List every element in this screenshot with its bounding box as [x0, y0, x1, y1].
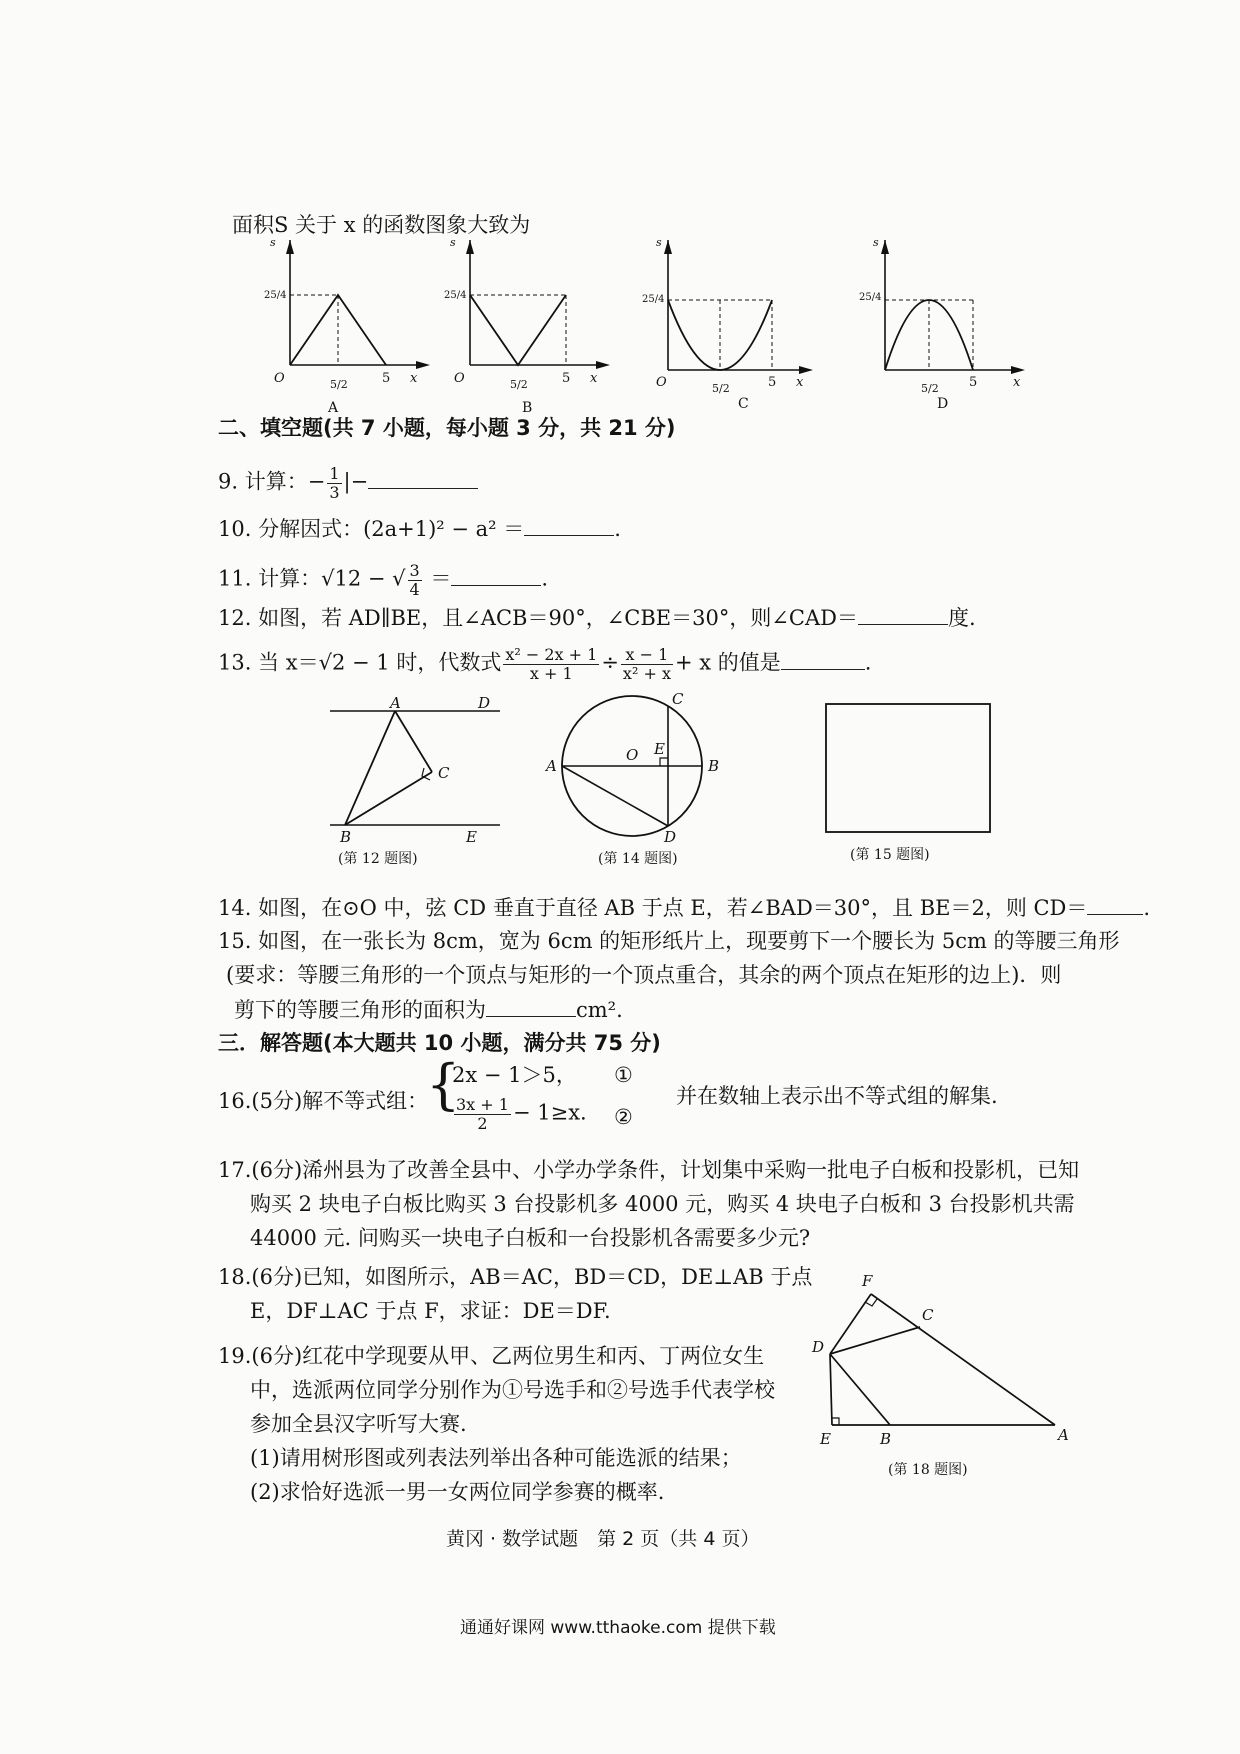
- q10-text: 10. 分解因式：(2a+1)² − a² ＝: [218, 517, 525, 541]
- q16-inequality-2: [452, 1096, 587, 1132]
- q16-inequality-1: 2x − 1＞5，: [452, 1063, 577, 1087]
- q11-fraction: $\frac{3}{4}$: [409, 561, 420, 599]
- q11-label: 11. 计算：: [218, 566, 322, 591]
- graph-c: [642, 236, 813, 412]
- q16-fraction: $\frac{3x + 1}{2}$: [456, 1095, 509, 1133]
- page-footer: 黄冈 · 数学试题 第 2 页（共 4 页）: [446, 1528, 760, 1550]
- graph-options: [0, 236, 1240, 440]
- fig18-point-f: F: [862, 1272, 873, 1290]
- q14-end: .: [1143, 896, 1151, 920]
- question-15-line-1: 15. 如图，在一张长为 8cm，宽为 6cm 的矩形纸片上，现要剪下一个腰长为 5cm 的等腰三角形: [218, 929, 1120, 953]
- question-13: [218, 646, 871, 682]
- q15-text: 剪下的等腰三角形的面积为: [234, 998, 486, 1022]
- q11-end: .: [541, 566, 549, 591]
- q12-text: 12. 如图，若 AD∥BE，且∠ACB＝90°，∠CBE＝30°，则∠CAD＝: [218, 606, 859, 630]
- graph-a-xlabel: x: [410, 371, 418, 386]
- fig14-point-a: A: [546, 757, 557, 775]
- fig14-caption: (第 14 题图): [598, 851, 678, 867]
- q16-ineq2-post: − 1≥x.: [512, 1100, 587, 1125]
- q9-expr: |−: [343, 469, 369, 494]
- fig14-point-d: D: [664, 828, 677, 846]
- question-19-line-4: (1)请用树形图或列表法列举出各种可能选派的结果；: [250, 1446, 742, 1470]
- question-12: [218, 605, 976, 632]
- q9-sign: −: [307, 469, 326, 494]
- graph-b: [444, 236, 610, 416]
- fig12-point-a: A: [390, 694, 401, 712]
- q13-fraction-2: $\frac{x - 1}{\text{x² + x}}$: [622, 645, 671, 683]
- fig14-point-e: E: [654, 740, 665, 758]
- graph-d-xend: 5: [969, 375, 978, 390]
- question-17-line-2: 购买 2 块电子白板比购买 3 台投影机多 4000 元，购买 4 块电子白板和 3 台投影机共需: [250, 1192, 1075, 1216]
- question-19-line-1: 19.(6分)红花中学现要从甲、乙两位男生和丙、丁两位女生: [218, 1344, 765, 1368]
- graph-d-xlabel: x: [1013, 375, 1021, 390]
- graph-d: [859, 236, 1025, 412]
- q11-eq: ＝: [423, 566, 452, 591]
- q13-pre: 13. 当 x＝√2 − 1 时，代数式: [218, 650, 502, 675]
- graph-b-ytick: 25/4: [444, 290, 467, 301]
- question-10: [218, 516, 621, 543]
- graph-d-xmid: 5/2: [921, 382, 939, 395]
- q13-op: ÷: [601, 650, 619, 675]
- question-19-line-2: 中，选派两位同学分别作为①号选手和②号选手代表学校: [250, 1378, 775, 1402]
- question-15-line-2: (要求：等腰三角形的一个顶点与矩形的一个顶点重合，其余的两个顶点在矩形的边上)．则: [226, 963, 1062, 987]
- question-19-line-3: 参加全县汉字听写大赛.: [250, 1412, 467, 1436]
- fig18-caption: (第 18 题图): [888, 1462, 968, 1478]
- question-8-stem-end: 面积S 关于 x 的函数图象大致为: [232, 213, 531, 237]
- graph-a-letter: A: [328, 400, 339, 416]
- q16-brace: {: [426, 1053, 461, 1116]
- graph-b-letter: B: [522, 400, 533, 416]
- graph-c-xend: 5: [768, 375, 777, 390]
- graph-b-xend: 5: [562, 371, 571, 386]
- fig12-point-b: B: [340, 828, 352, 846]
- figure-15: [826, 704, 990, 863]
- fig14-point-o: O: [626, 746, 639, 764]
- section-2-heading: 二、填空题(共 7 小题，每小题 3 分，共 21 分): [218, 416, 676, 440]
- q9-label: 9. 计算：: [218, 469, 308, 494]
- fig18-point-b: B: [880, 1430, 892, 1448]
- fig18-point-a: A: [1058, 1426, 1069, 1444]
- graph-a-xmid: 5/2: [330, 378, 348, 391]
- graph-c-xmid: 5/2: [712, 382, 730, 395]
- question-11: [218, 562, 548, 598]
- question-15-line-3: [234, 997, 623, 1024]
- figure-18: [0, 1270, 1240, 1478]
- graph-a-origin: O: [274, 371, 285, 386]
- q16-label: 16.(5分)解不等式组：: [218, 1089, 429, 1113]
- figures-row: [0, 690, 1240, 900]
- q12-end: 度.: [948, 606, 976, 630]
- fig18-point-e: E: [820, 1430, 831, 1448]
- graph-b-origin: O: [454, 371, 465, 386]
- q10-end: .: [614, 517, 621, 541]
- q16-mark-1: ①: [614, 1063, 633, 1087]
- section-3-heading: 三．解答题(本大题共 10 小题，满分共 75 分): [218, 1031, 661, 1055]
- graph-c-ylabel: s: [656, 236, 662, 249]
- graph-d-ylabel: s: [873, 236, 879, 249]
- fig15-caption: (第 15 题图): [850, 847, 930, 863]
- graph-b-ylabel: s: [450, 236, 456, 249]
- question-18-line-1: 18.(6分)已知，如图所示，AB＝AC，BD＝CD，DE⊥AB 于点: [218, 1265, 813, 1289]
- q12-answer-blank[interactable]: [858, 606, 948, 625]
- q13-end: .: [864, 650, 872, 675]
- graph-a-xend: 5: [382, 371, 391, 386]
- q15-answer-blank[interactable]: [486, 998, 576, 1017]
- question-9: [218, 465, 478, 501]
- q11-expr: √12 − √: [321, 566, 406, 591]
- graph-a-ytick: 25/4: [264, 290, 287, 301]
- q10-answer-blank[interactable]: [524, 517, 614, 536]
- q16-mark-2: ②: [614, 1105, 633, 1129]
- graph-a: [264, 236, 430, 416]
- graph-a-ylabel: s: [270, 236, 276, 249]
- fig18-point-d: D: [812, 1338, 825, 1356]
- graph-d-letter: D: [937, 396, 949, 412]
- q9-answer-blank[interactable]: [368, 470, 478, 489]
- graph-c-origin: O: [656, 375, 667, 390]
- graph-d-ytick: 25/4: [859, 292, 882, 303]
- graph-b-xmid: 5/2: [510, 378, 528, 391]
- q9-fraction: $\frac{1}{3}$: [329, 464, 340, 502]
- figure-12: [330, 694, 500, 867]
- question-17-line-1: 17.(6分)浠州县为了改善全县中、小学办学条件，计划集中采购一批电子白板和投影机，已知: [218, 1158, 1080, 1182]
- question-17-line-3: 44000 元. 问购买一块电子白板和一台投影机各需要多少元?: [250, 1226, 811, 1250]
- fig12-point-c: C: [438, 764, 450, 782]
- fig12-point-e: E: [466, 828, 477, 846]
- question-19-line-5: (2)求恰好选派一男一女两位同学参赛的概率.: [250, 1480, 665, 1504]
- question-18-line-2: E，DF⊥AC 于点 F，求证：DE＝DF.: [250, 1299, 611, 1323]
- q16-tail: 并在数轴上表示出不等式组的解集.: [676, 1084, 998, 1108]
- fig12-point-d: D: [478, 694, 491, 712]
- fig18-point-c: C: [922, 1306, 934, 1324]
- graph-c-xlabel: x: [796, 375, 804, 390]
- q13-post: + x 的值是: [674, 650, 781, 675]
- question-14: [218, 895, 1150, 922]
- fig12-caption: (第 12 题图): [338, 851, 418, 867]
- figure-14: [544, 690, 719, 867]
- graph-b-xlabel: x: [590, 371, 598, 386]
- fig14-point-b: B: [708, 757, 720, 775]
- site-footer: 通通好课网 www.tthaoke.com 提供下载: [460, 1618, 776, 1638]
- q11-answer-blank[interactable]: [451, 567, 541, 586]
- q15-unit: cm².: [576, 998, 623, 1022]
- q13-answer-blank[interactable]: [781, 651, 865, 670]
- q13-fraction-1: $\frac{\text{x² − 2x + 1}}{x + 1}$: [505, 645, 598, 683]
- graph-c-ytick: 25/4: [642, 294, 665, 305]
- graph-c-letter: C: [738, 396, 749, 412]
- fig14-point-c: C: [672, 690, 684, 708]
- q14-text: 14. 如图，在⊙O 中，弦 CD 垂直于直径 AB 于点 E，若∠BAD＝30°，且 BE＝2，则 CD＝: [218, 896, 1088, 920]
- q14-answer-blank[interactable]: [1087, 896, 1143, 915]
